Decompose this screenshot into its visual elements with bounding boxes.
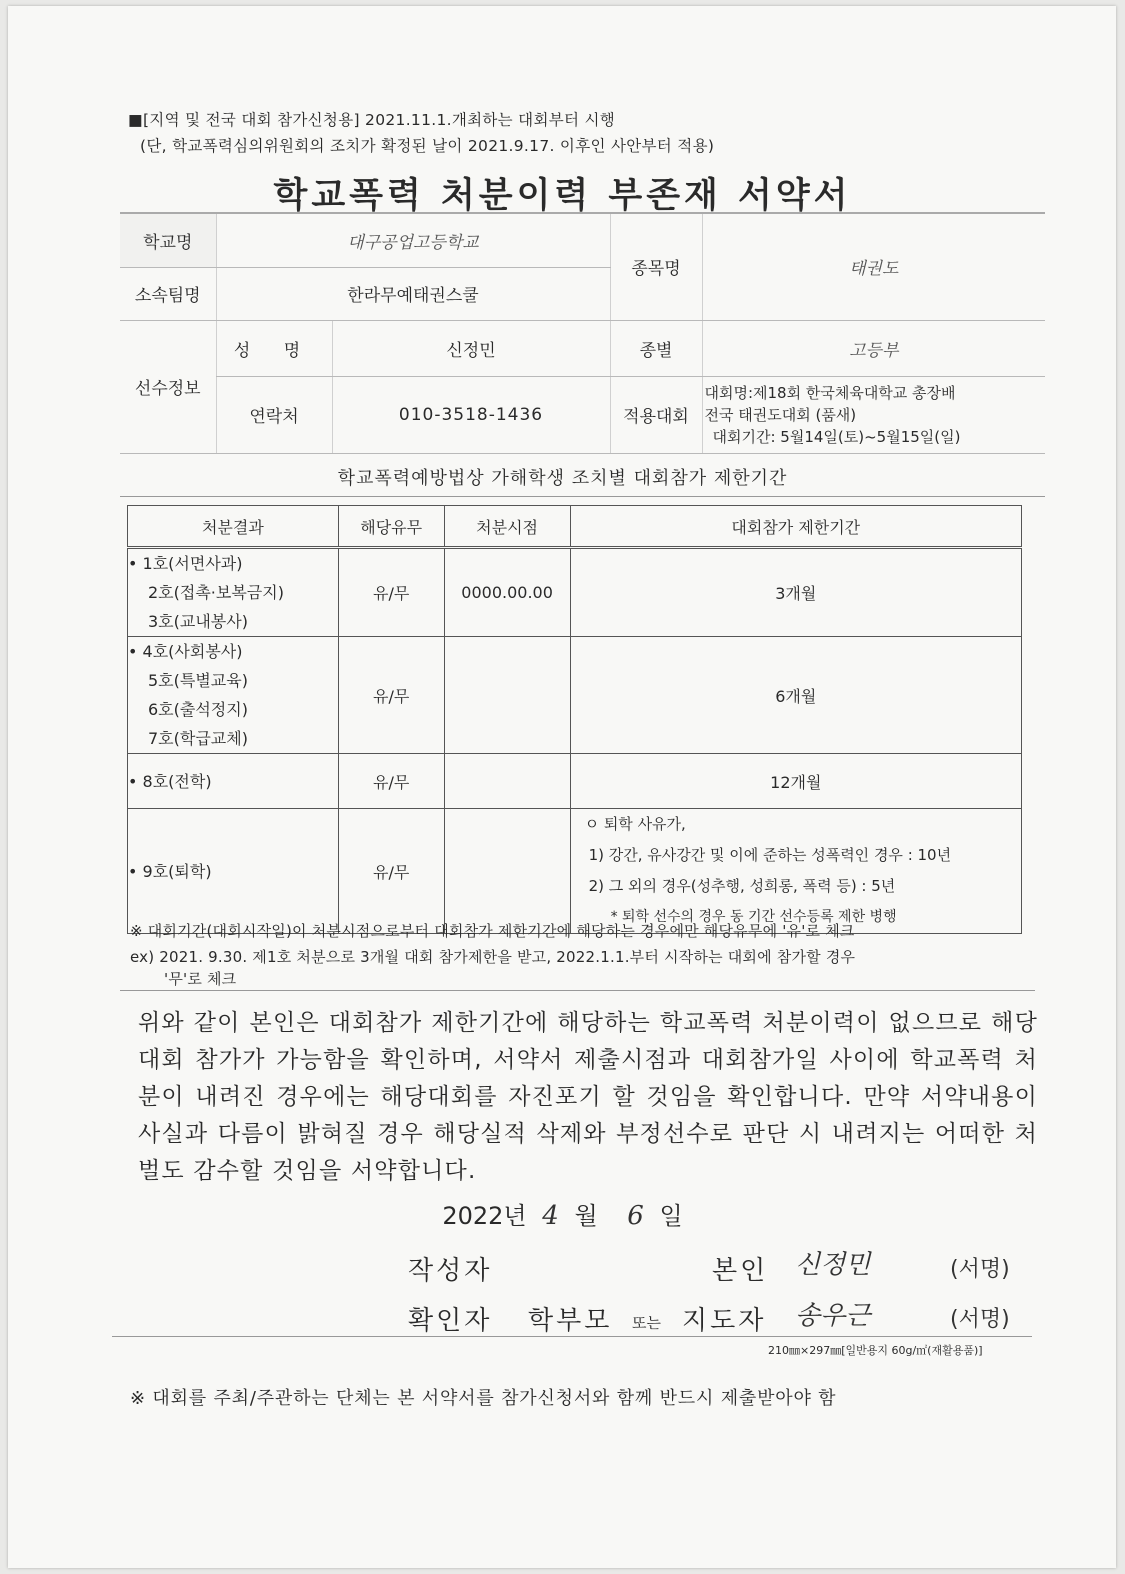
footnote-line-1: ※ 대회기간(대회시작일)이 처분시점으로부터 대회참가 제한기간에 해당하는 경우에만 해당유무에 '유'로 체크 [130,922,855,940]
expulsion-reason-heading: ㅇ 퇴학 사유가, [584,815,686,833]
applies-cell: 유/무 [338,754,444,809]
table-row [128,548,1022,637]
expulsion-rule-1: 1) 강간, 유사강간 및 이에 준하는 성폭력인 경우 : 10년 [588,846,952,864]
name-label: 성 명 [216,320,332,376]
list-item: • 1호(서면사과) [128,554,243,573]
division-label: 종별 [610,320,702,376]
bottom-note: ※ 대회를 주최/주관하는 단체는 본 서약서를 참가신청서와 함께 반드시 제출받아야 함 [130,1388,837,1409]
result-cell [128,809,339,934]
restriction-subtitle: 학교폭력예방법상 가해학생 조치별 대회참가 제한기간 [337,468,788,489]
or-label: 또는 [632,1314,661,1332]
competition-value [702,376,1045,453]
footnote-divider [120,990,1035,991]
result-cell [128,548,339,637]
date-day-unit: 일 [659,1202,683,1230]
date-cell [444,809,570,934]
footnote-line-3: '무'로 체크 [164,970,237,988]
expulsion-rule-note: * 퇴학 선수의 경우 동 기간 선수등록 제한 병행 [610,909,897,925]
list-item: 3호(교내봉사) [148,612,248,631]
table-row [128,754,1022,809]
col-header-result: 처분결과 [128,506,339,548]
list-item: 6호(출석정지) [148,700,248,719]
list-item: • 8호(전학) [128,771,212,791]
self-seal: (서명) [950,1257,1010,1282]
parent-label: 학부모 [528,1306,613,1336]
period-cell: 12개월 [570,754,1021,809]
period-cell [570,809,1021,934]
subtitle-divider [120,496,1045,497]
school-value: 대구공업고등학교 [216,213,610,267]
contact-value: 010-3518-1436 [332,376,610,453]
date-cell: 0000.00.00 [444,548,570,637]
applicant-info-table [120,212,1045,454]
col-header-period: 대회참가 제한기간 [570,506,1021,548]
competition-name-line-1: 대회명:제18회 한국체육대학교 총장배 [704,383,956,402]
applies-cell: 유/무 [338,809,444,934]
date-day: 6 [627,1201,644,1231]
applies-cell: 유/무 [338,637,444,754]
table-row [128,637,1022,754]
school-label: 학교명 [120,213,216,267]
notice-line-2: (단, 학교폭력심의위원회의 조치가 확정된 날이 2021.9.17. 이후인 사안부터 적용) [140,137,715,155]
event-label: 종목명 [610,213,702,320]
date-year: 2022년 [442,1202,527,1230]
period-cell: 6개월 [570,637,1021,754]
expulsion-rule-2: 2) 그 외의 경우(성추행, 성희롱, 폭력 등) : 5년 [588,877,896,895]
competition-period: 대회기간: 5월14일(토)~5월15일(일) [712,427,961,446]
contact-label: 연락처 [216,376,332,453]
writer-label: 작성자 [408,1256,493,1286]
col-header-applies: 해당유무 [338,506,444,548]
coach-seal: (서명) [950,1307,1010,1332]
result-cell [128,754,339,809]
list-item: • 4호(사회봉사) [128,642,243,661]
list-item: 2호(접촉·보복금지) [148,583,284,602]
table-row [128,809,1022,934]
event-value: 태권도 [702,213,1045,320]
declaration-text: 위와 같이 본인은 대회참가 제한기간에 해당하는 학교폭력 처분이력이 없으므로 해당 대회 참가가 가능함을 확인하며, 서약서 제출시점과 대회참가일 사이에 학교폭력 처분이 내려진 경우에는 해당대회를 자진포기 할 것임을 확인합니다. 만약 서약내용이 사실과 다름이 밝혀질 경우 해당실적 삭제와 부정선수로 판단 시 내려지는 어떠한 처벌도 감수할 것임을 서약합니다. [138,1010,1038,1184]
notice-line-1: ■[지역 및 전국 대회 참가신청용] 2021.11.1.개최하는 대회부터 시행 [128,111,616,129]
coach-label: 지도자 [682,1306,767,1336]
team-label: 소속팀명 [120,267,216,320]
footnote-line-2: ex) 2021. 9.30. 제1호 처분으로 3개월 대회 참가제한을 받고, 2022.1.1.부터 시작하는 대회에 참가할 경우 [130,948,856,966]
period-cell: 3개월 [570,548,1021,637]
list-item: 7호(학급교체) [148,729,248,748]
competition-name-line-2: 전국 태권도대회 (품새) [704,405,857,424]
result-cell [128,637,339,754]
restriction-table [127,505,1022,934]
date-cell [444,754,570,809]
list-item: 5호(특별교육) [148,671,248,690]
coach-signature: 송우근 [795,1301,871,1331]
col-header-date: 처분시점 [444,506,570,548]
self-signature: 신정민 [795,1250,871,1280]
self-label: 본인 [712,1256,769,1286]
confirmer-label: 확인자 [408,1306,493,1336]
signing-date [0,1196,1125,1231]
division-value: 고등부 [702,320,1045,376]
date-cell [444,637,570,754]
name-value: 신정민 [332,320,610,376]
player-info-label: 선수정보 [120,320,216,453]
team-value: 한라무예태권스쿨 [216,267,610,320]
date-month: 4 [542,1201,559,1231]
signature-divider [112,1336,1032,1337]
page-title: 학교폭력 처분이력 부존재 서약서 [273,176,852,216]
applies-cell: 유/무 [338,548,444,637]
paper-spec: 210㎜×297㎜[일반용지 60g/㎡(재활용품)] [768,1344,983,1357]
competition-label: 적용대회 [610,376,702,453]
date-month-unit: 월 [574,1202,598,1230]
list-item: • 9호(퇴학) [128,861,212,881]
